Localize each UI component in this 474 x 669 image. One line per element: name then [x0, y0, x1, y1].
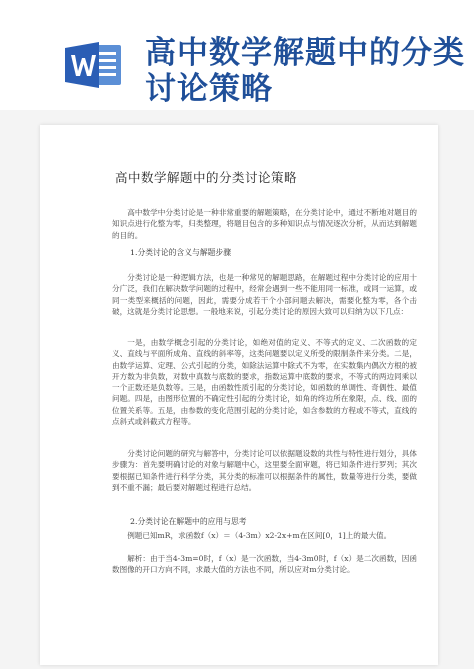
banner-title: 高中数学解题中的分类讨论策略 — [145, 35, 465, 107]
section-heading-1: 1.分类讨论的含义与解题步骤 — [130, 248, 232, 257]
paragraph-example: 例题已知mR，求函数f（x）＝（4-3m）x2-2x+m在区间[0，1]上的最大值。 — [127, 531, 392, 540]
document-page — [40, 125, 438, 665]
paragraph-steps: 分类讨论问题的研究与解答中，分类讨论可以依据题设数的共性与特性进行划分，具体步骤为：首先要明确讨论的对象与解题中心，这里要全面审题，将已知条件进行罗列；其次要根据已知条件进行科学分类，其分类的标准可以根据条件的属性，数量等进行分类，要做到不重不漏；最后要对解题过程进行总结。 — [112, 449, 417, 492]
paragraph-solution: 解析：由于当4-3m=0时，f（x）是一次函数，当4-3m0时，f（x）是二次函数，因函数图像的开口方向不同，求最大值的方法也不同，所以应对m分类讨论。 — [112, 554, 417, 575]
paragraph-definition: 分类讨论是一种逻辑方法，也是一种常见的解题思路，在解题过程中分类讨论的应用十分广泛，我们在解决数学问题的过程中，经常会遇到一些不能用同一标准，或同一运算，或同一类型来概括的问题，因此，需要分成若干个小部问题去解决，需要化整为零，各个击破，这就是分类讨论思想。一般地来说，引起分类讨论的原因大致可以归纳为以下几点： — [112, 273, 417, 316]
paragraph-intro: 高中数学中分类讨论是一种非常重要的解题策略，在分类讨论中，通过不断地对题目的知识点进行化整为零，归类整理，将题目包含的多种知识点与情况逐次分析，从而达到解题的目的。 — [112, 208, 417, 240]
section-heading-2: 2.分类讨论在解题中的应用与思考 — [130, 517, 247, 526]
preview-banner — [0, 0, 474, 110]
document-title: 高中数学解题中的分类讨论策略 — [115, 170, 298, 185]
paragraph-causes: 一是，由数学概念引起的分类讨论，如绝对值的定义、不等式的定义、二次函数的定义、直线与平面所成角、直线的斜率等，这类问题要以定义所受的限制条件来分类。二是，由数学运算、定理、公式引起的分类，如除法运算中除式不为零，在实数集内偶次方根的被开方数为非负数，对数中真数与底数的要求，指数运算中底数的要求，不等式的两边同乘以一个正数还是负数等。三是，由函数性质引起的分类讨论，如函数的单调性、奇偶性、最值问题。四是，由图形位置的不确定性引起的分类讨论，如角的终边所在象限，点、线、面的位置关系等。五是，由参数的变化范围引起的分类讨论，如含参数的方程或不等式，直线的点斜式或斜截式方程等。 — [112, 338, 417, 427]
word-icon — [65, 42, 123, 88]
